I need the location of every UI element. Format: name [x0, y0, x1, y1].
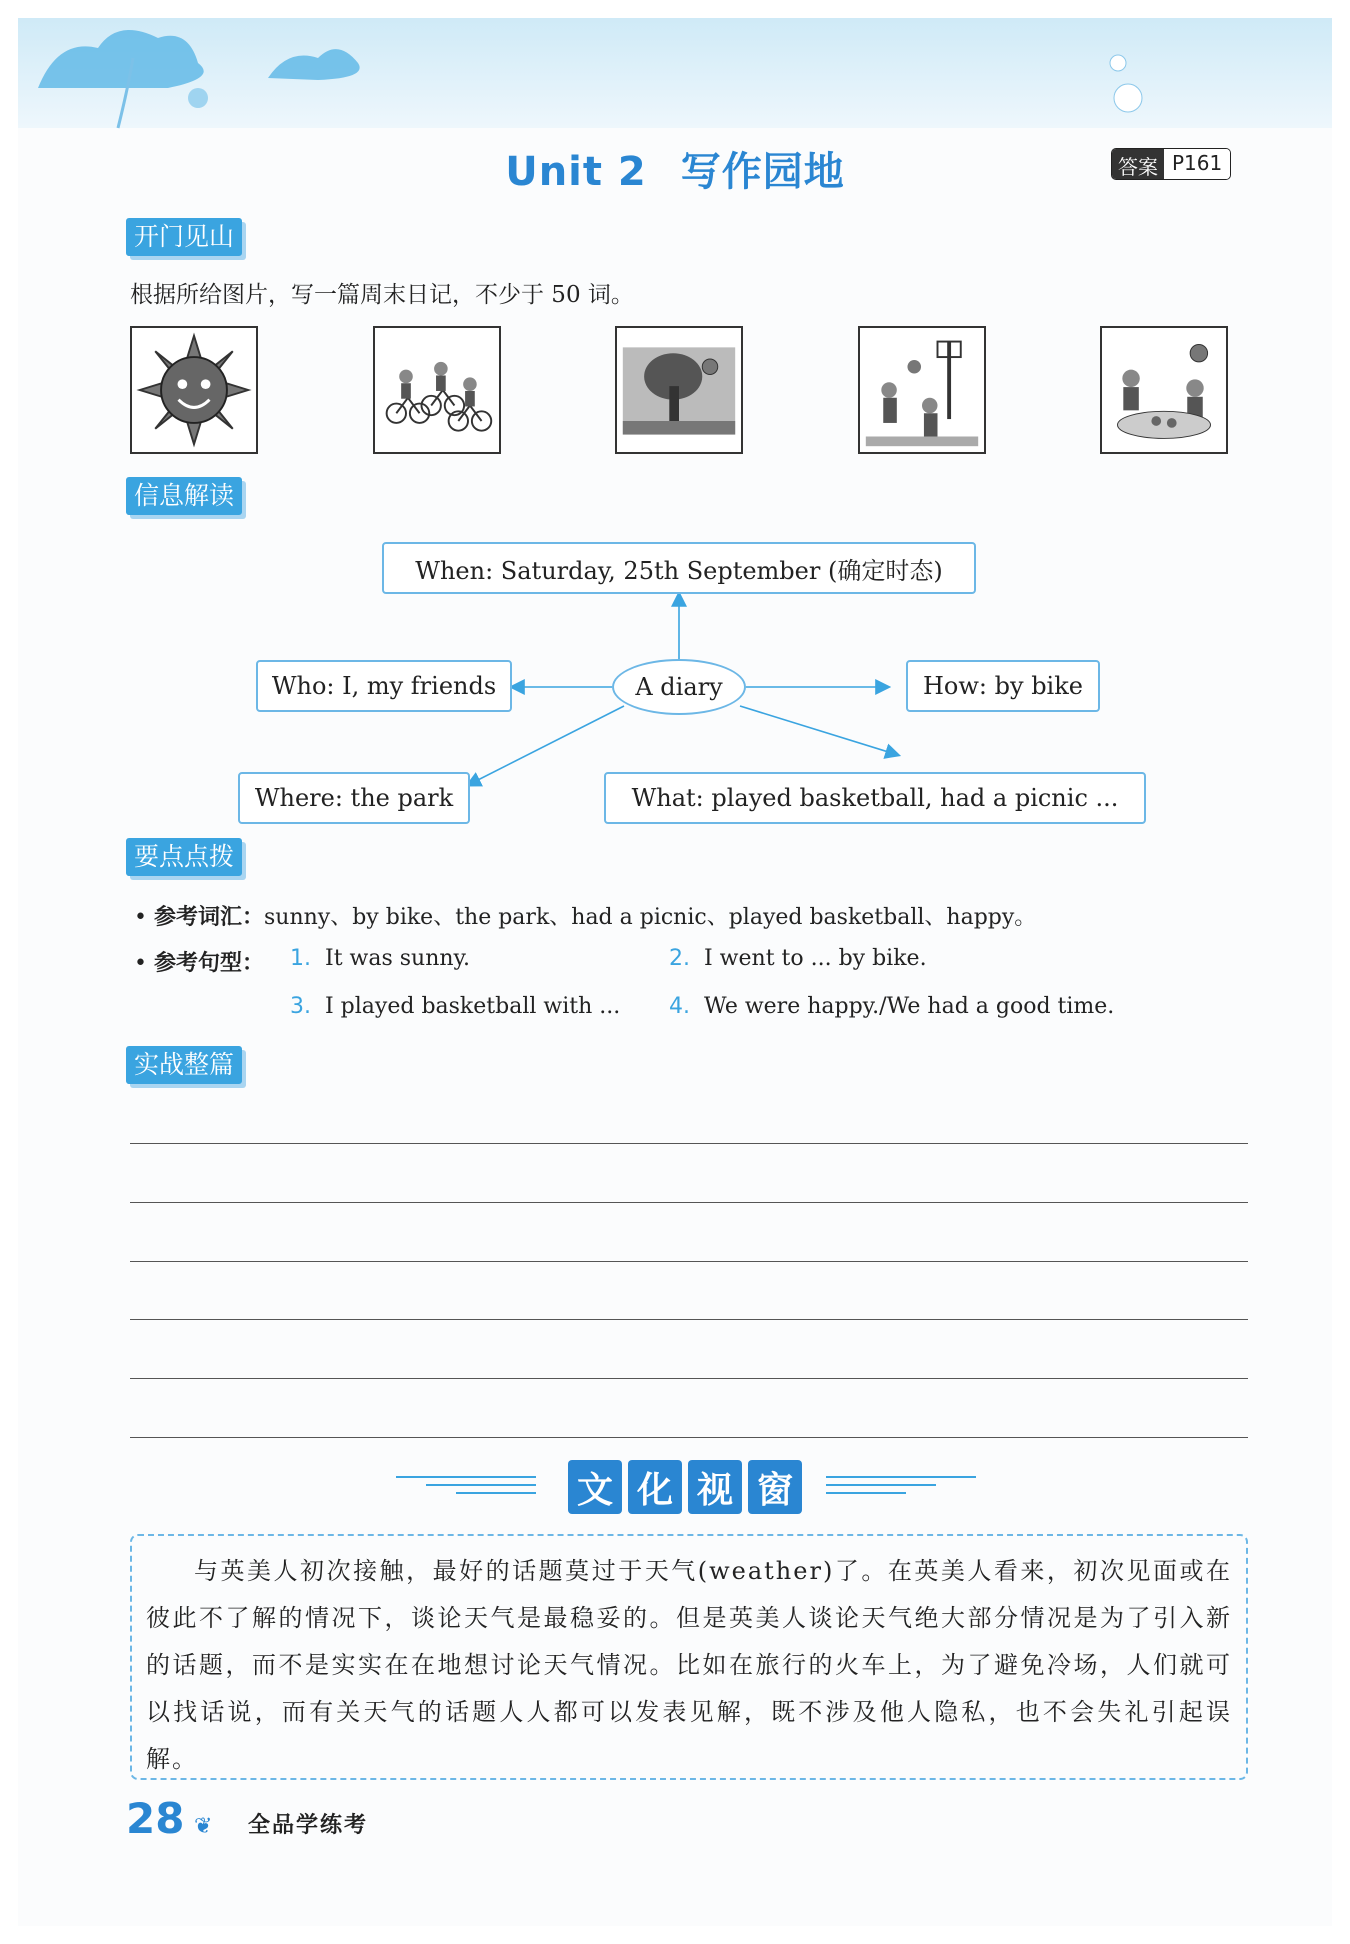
answer-page: P161 — [1164, 149, 1230, 179]
writing-line[interactable] — [130, 1378, 1248, 1379]
sentence-3: 3. I played basketball with ... — [290, 994, 621, 1019]
section-yaodian: 要点点拨 — [126, 838, 242, 876]
mindmap-center: A diary — [612, 659, 746, 715]
writing-line[interactable] — [130, 1437, 1248, 1438]
series-name: 全品学练考 — [248, 1813, 369, 1838]
sentence-4: 4. We were happy./We had a good time. — [669, 994, 1115, 1019]
page — [18, 18, 1332, 1926]
section-xinxi: 信息解读 — [126, 477, 242, 515]
mindmap-what: What: played basketball, had a picnic ... — [604, 772, 1146, 824]
instruction: 根据所给图片，写一篇周末日记，不少于 50 词。 — [130, 282, 634, 308]
tips-vocab: • 参考词汇：sunny、by bike、the park、had a picnic、played basketball、happy。 — [134, 905, 1037, 930]
sentence-1: 1. It was sunny. — [290, 946, 471, 971]
title-cn: 写作园地 — [680, 149, 845, 195]
vocab-text: sunny、by bike、the park、had a picnic、played basketball、happy。 — [264, 905, 1037, 930]
page-number: 28 — [126, 1794, 185, 1843]
tips-sentence-label: • 参考句型： — [134, 951, 264, 976]
writing-line[interactable] — [130, 1261, 1248, 1262]
sentence-2: 2. I went to ... by bike. — [669, 946, 927, 971]
title-unit: Unit 2 — [505, 149, 647, 195]
section-shizhan: 实战整篇 — [126, 1046, 242, 1084]
leaf-icon: ❦ — [194, 1814, 213, 1839]
writing-line[interactable] — [130, 1319, 1248, 1320]
writing-line[interactable] — [130, 1143, 1248, 1144]
writing-line[interactable] — [130, 1202, 1248, 1203]
answer-label: 答案 — [1112, 149, 1164, 179]
mindmap-who: Who: I, my friends — [256, 660, 512, 712]
section-kaimen: 开门见山 — [126, 218, 242, 256]
culture-text: 与英美人初次接触，最好的话题莫过于天气(weather)了。在英美人看来，初次见面或在彼此不了解的情况下，谈论天气是最稳妥的。但是英美人谈论天气绝大部分情况是为了引入新的话题，而不是实实在在地想讨论天气情况。比如在旅行的火车上，为了避免冷场，人们就可以找话说，而有关天气的话题人人都可以发表见解，既不涉及他人隐私，也不会失礼引起误解。 — [146, 1557, 1232, 1773]
culture-title: 文 化 视 窗 — [568, 1460, 802, 1514]
mindmap-how: How: by bike — [906, 660, 1100, 712]
culture-deco-right — [826, 1476, 976, 1500]
culture-box — [130, 1534, 1248, 1780]
culture-deco-left — [396, 1476, 536, 1500]
mindmap-when: When: Saturday, 25th September (确定时态) — [382, 542, 976, 594]
mindmap-where: Where: the park — [238, 772, 470, 824]
vocab-label: 参考词汇： — [153, 905, 264, 930]
